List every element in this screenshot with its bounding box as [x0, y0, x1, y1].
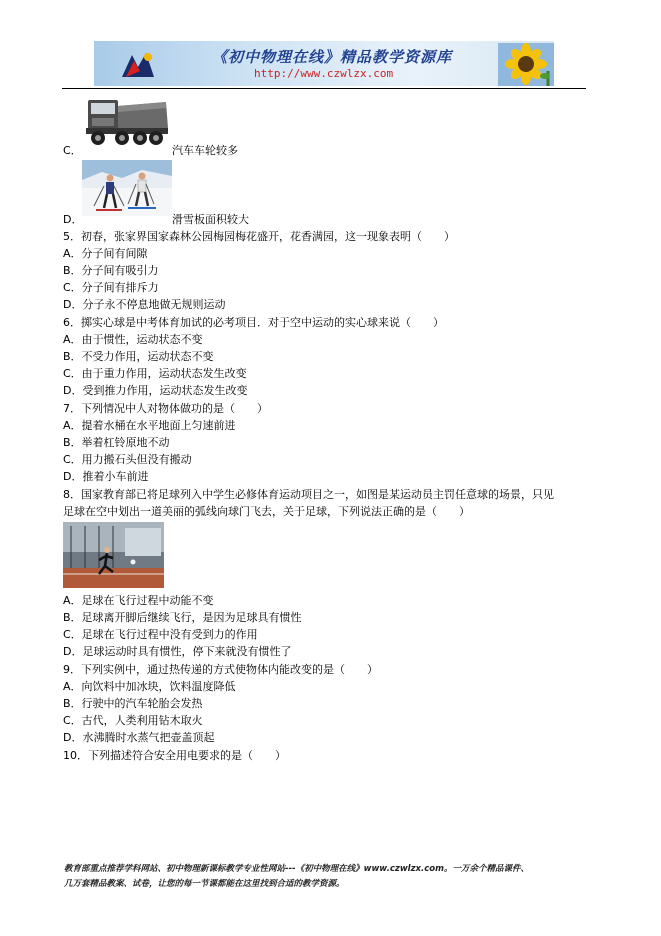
banner-title: 《初中物理在线》精品教学资源库 [212, 48, 453, 66]
q8-option-c: C．足球在飞行过程中没有受到力的作用 [63, 628, 258, 641]
q5-stem: 5．初春，张家界国家森林公园梅园梅花盛开，花香满园，这一现象表明（ ） [63, 230, 455, 243]
q6-option-a: A．由于惯性，运动状态不变 [63, 333, 203, 346]
q9-stem: 9．下列实例中，通过热传递的方式使物体内能改变的是（ ） [63, 663, 378, 676]
q4-option-d-text: 滑雪板面积较大 [172, 213, 249, 226]
q5-option-c: C．分子间有排斥力 [63, 281, 159, 294]
header-banner [94, 41, 554, 86]
q10-stem: 10．下列描述符合安全用电要求的是（ ） [63, 749, 286, 762]
q8-option-a: A．足球在飞行过程中动能不变 [63, 594, 214, 607]
sunflower-icon [498, 43, 554, 86]
q9-option-a: A．向饮料中加冰块，饮料温度降低 [63, 680, 236, 693]
q8-stem-line1: 8．国家教育部已将足球列入中学生必修体育运动项目之一，如图是某运动员主罚任意球的场景，只见 [63, 488, 554, 501]
footer-line-1: 教育部重点推荐学科网站、初中物理新课标教学专业性网站---《初中物理在线》www.czwlzx.com。一万余个精品课件、 [64, 864, 529, 874]
q6-option-c: C．由于重力作用，运动状态发生改变 [63, 367, 247, 380]
banner-url[interactable]: http://www.czwlzx.com [254, 67, 394, 80]
q8-option-d: D．足球运动时具有惯性，停下来就没有惯性了 [63, 645, 292, 658]
q7-option-b: B．举着杠铃原地不动 [63, 436, 170, 449]
q8-option-b: B．足球离开脚后继续飞行，是因为足球具有惯性 [63, 611, 302, 624]
q7-option-c: C．用力搬石头但没有搬动 [63, 453, 192, 466]
truck-picture [82, 94, 172, 150]
q9-option-d: D．水沸腾时水蒸气把壶盖顶起 [63, 731, 215, 744]
q8-stem-line2: 足球在空中划出一道美丽的弧线向球门飞去，关于足球，下列说法正确的是（ ） [63, 505, 470, 518]
q5-option-b: B．分子间有吸引力 [63, 264, 159, 277]
q7-option-d: D．推着小车前进 [63, 470, 149, 483]
football-kick-photo [63, 522, 164, 588]
q4-option-c-text: 汽车车轮较多 [172, 144, 238, 157]
q6-option-d: D．受到推力作用，运动状态发生改变 [63, 384, 248, 397]
site-logo-icon [118, 47, 158, 81]
q5-option-a: A．分子间有间隙 [63, 247, 148, 260]
footer-line-2: 几万套精品教案、试卷，让您的每一节课都能在这里找到合适的教学资源。 [64, 879, 345, 889]
page-footer [64, 862, 604, 892]
q4-option-c-letter: C． [63, 144, 82, 157]
q6-option-b: B．不受力作用，运动状态不变 [63, 350, 214, 363]
q4-option-d-letter: D． [63, 213, 83, 226]
header-rule [62, 88, 586, 89]
q9-option-b: B．行驶中的汽车轮胎会发热 [63, 697, 203, 710]
q5-option-d: D．分子永不停息地做无规则运动 [63, 298, 226, 311]
q6-stem: 6．掷实心球是中考体育加试的必考项目．对于空中运动的实心球来说（ ） [63, 316, 444, 329]
q9-option-c: C．古代，人类利用钻木取火 [63, 714, 203, 727]
skiers-picture [82, 160, 172, 216]
q7-option-a: A．提着水桶在水平地面上匀速前进 [63, 419, 236, 432]
q7-stem: 7．下列情况中人对物体做功的是（ ） [63, 402, 268, 415]
